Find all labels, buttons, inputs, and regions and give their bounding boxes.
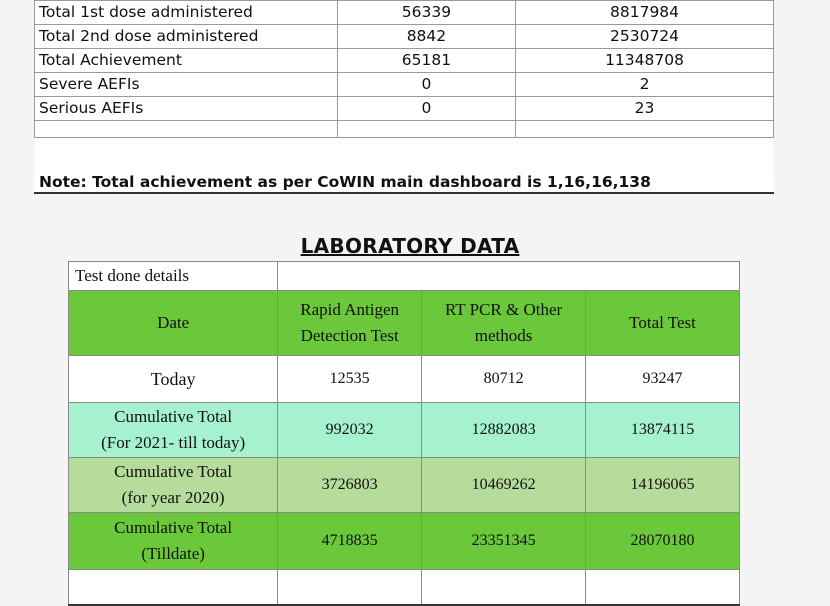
laboratory-table [68, 261, 740, 606]
header-rat-line1: Rapid Antigen [300, 300, 399, 319]
table-row [35, 97, 774, 121]
header-rapid-antigen [278, 291, 422, 356]
rat-value: 4718835 [278, 513, 422, 570]
row-label: Total Achievement [35, 49, 338, 73]
row-label-line1: Cumulative Total [114, 462, 233, 481]
header-rtpcr-line1: RT PCR & Other [444, 300, 563, 319]
table-row [35, 25, 774, 49]
row-label-line1: Cumulative Total [114, 518, 233, 537]
total-value: 28070180 [586, 513, 740, 570]
rat-value: 3726803 [278, 458, 422, 513]
caption-row [69, 262, 740, 291]
rat-value: 12535 [278, 356, 422, 403]
blank-cell [516, 121, 774, 138]
table-row [69, 356, 740, 403]
header-row [69, 291, 740, 356]
total-value: 14196065 [586, 458, 740, 513]
cumulative-value: 23 [516, 97, 774, 121]
row-label: Serious AEFIs [35, 97, 338, 121]
cumulative-value: 2 [516, 73, 774, 97]
table-row [69, 403, 740, 458]
row-label-line2: (Tilldate) [141, 544, 205, 563]
header-rt-pcr [422, 291, 586, 356]
row-label [69, 403, 278, 458]
cumulative-value: 11348708 [516, 49, 774, 73]
table-row [69, 458, 740, 513]
rtpcr-value: 80712 [422, 356, 586, 403]
cumulative-value: 2530724 [516, 25, 774, 49]
rtpcr-value: 12882083 [422, 403, 586, 458]
dashboard-note: Note: Total achievement as per CoWIN main dashboard is 1,16,16,138 [34, 172, 774, 194]
row-label-line1: Cumulative Total [114, 407, 233, 426]
today-value: 0 [337, 73, 515, 97]
header-rtpcr-line2: methods [474, 326, 533, 345]
header-total-test: Total Test [586, 291, 740, 356]
row-label-line2: (For 2021- till today) [101, 433, 246, 452]
today-value: 8842 [337, 25, 515, 49]
table-row [69, 513, 740, 570]
header-rat-line2: Detection Test [300, 326, 399, 345]
rtpcr-value: 23351345 [422, 513, 586, 570]
rat-value: 992032 [278, 403, 422, 458]
row-label-line2: (for year 2020) [121, 488, 225, 507]
today-value: 56339 [337, 1, 515, 25]
blank-cell [337, 121, 515, 138]
blank-cell [35, 121, 338, 138]
today-value: 0 [337, 97, 515, 121]
caption-blank [278, 262, 740, 291]
row-label: Severe AEFIs [35, 73, 338, 97]
row-label [69, 513, 278, 570]
table-row [35, 73, 774, 97]
today-value: 65181 [337, 49, 515, 73]
header-date: Date [69, 291, 278, 356]
total-value: 13874115 [586, 403, 740, 458]
table-caption: Test done details [69, 262, 278, 291]
row-label: Total 2nd dose administered [35, 25, 338, 49]
blank-row [35, 121, 774, 138]
row-label: Total 1st dose administered [35, 1, 338, 25]
total-value: 93247 [586, 356, 740, 403]
vaccination-table [34, 0, 774, 138]
table-row [35, 1, 774, 25]
rtpcr-value: 10469262 [422, 458, 586, 513]
lab-title: LABORATORY DATA [300, 234, 520, 258]
row-label: Today [69, 356, 278, 403]
table-row [35, 49, 774, 73]
cumulative-value: 8817984 [516, 1, 774, 25]
row-label [69, 458, 278, 513]
note-area [35, 138, 773, 172]
lab-title-wrap [0, 234, 830, 258]
